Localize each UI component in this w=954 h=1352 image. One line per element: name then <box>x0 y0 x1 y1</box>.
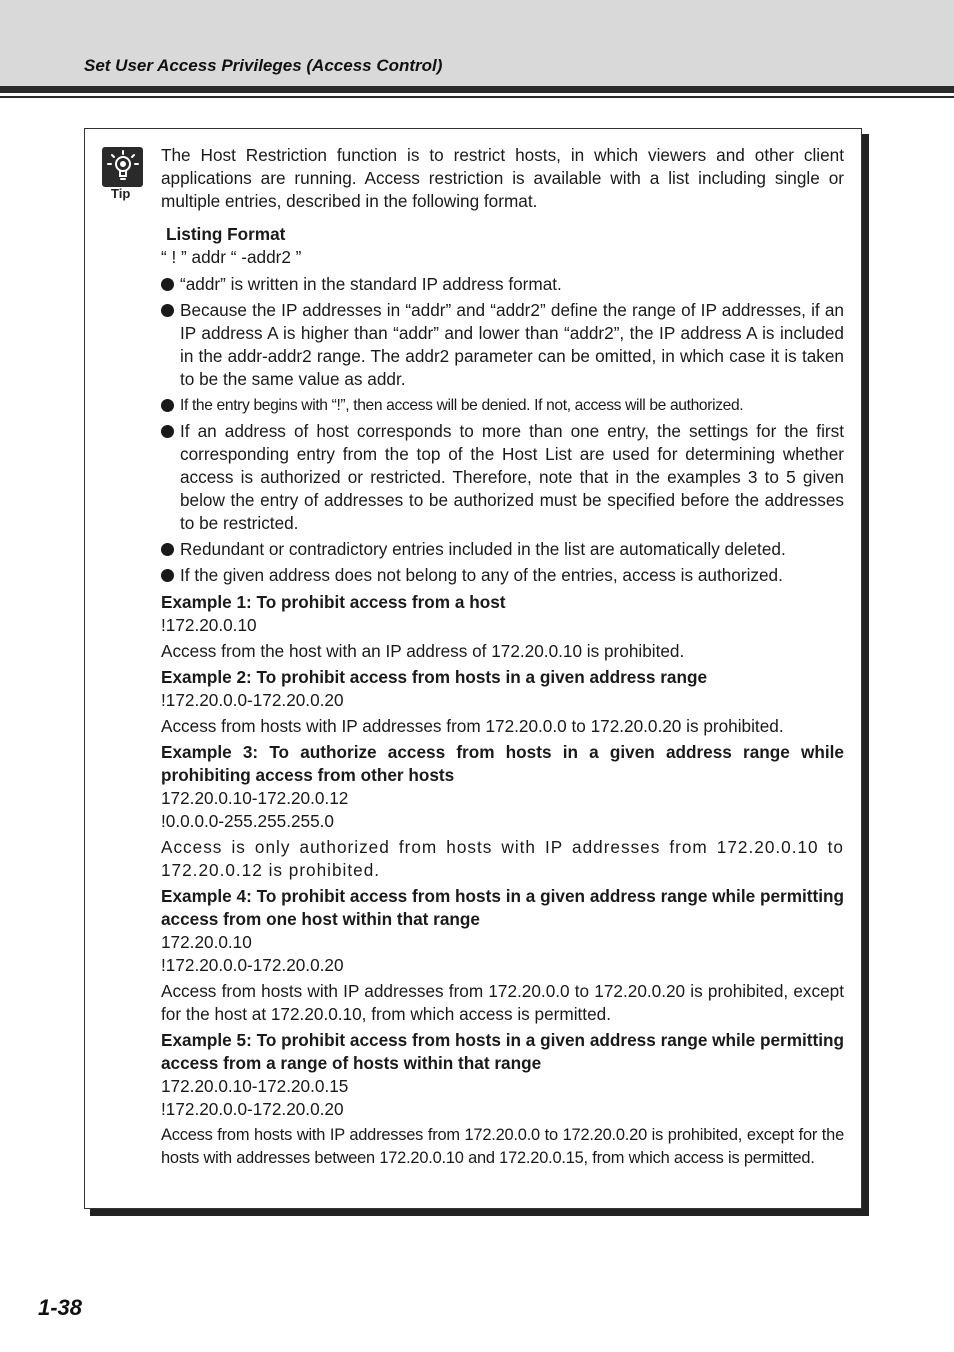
list-item: Because the IP addresses in “addr” and “addr2” define the range of IP addresses, if an IP address A is higher than “addr” and lower than “addr2”, the IP address A is included in the addr-addr2 range. The addr2 parameter can be omitted, in which case it is taken to be the same value as addr. <box>161 299 844 391</box>
example-2-line: !172.20.0.0-172.20.0.20 <box>161 690 344 710</box>
example-3-line: 172.20.0.10-172.20.0.12 <box>161 788 349 808</box>
header-rule-thin <box>0 96 954 98</box>
bullet-icon <box>161 543 174 556</box>
tip-box-shadow-bottom <box>90 1209 869 1216</box>
example-1-description: Access from the host with an IP address of 172.20.0.10 is prohibited. <box>161 641 685 661</box>
lightbulb-icon <box>102 147 143 187</box>
list-item: If the given address does not belong to any of the entries, access is authorized. <box>161 564 844 587</box>
list-item: “addr” is written in the standard IP address format. <box>161 273 844 296</box>
example-4-line: 172.20.0.10 <box>161 932 252 952</box>
list-item: If the entry begins with “!”, then access will be denied. If not, access will be authorized. <box>161 394 844 417</box>
list-item: Redundant or contradictory entries included in the list are automatically deleted. <box>161 538 844 561</box>
example-4-title: Example 4: To prohibit access from hosts in a given address range while permitting access from one host within that range <box>161 886 844 929</box>
example-1-line: !172.20.0.10 <box>161 615 257 635</box>
example-1-title: Example 1: To prohibit access from a host <box>161 592 506 612</box>
example-2-title: Example 2: To prohibit access from hosts in a given address range <box>161 667 708 687</box>
page-number: 1-38 <box>38 1295 83 1320</box>
example-5-line: !172.20.0.0-172.20.0.20 <box>161 1099 344 1119</box>
section-title: Set User Access Privileges (Access Control) <box>84 56 443 75</box>
bullet-icon <box>161 425 174 438</box>
tip-intro: The Host Restriction function is to restrict hosts, in which viewers and other client applications are running. Access restriction is available with a list including single or multiple entries, described in the following format. <box>161 145 844 211</box>
listing-format-heading: Listing Format <box>166 224 286 244</box>
bullet-icon <box>161 304 174 317</box>
tip-content <box>161 144 844 1170</box>
tip-box-shadow-right <box>862 134 869 1216</box>
rules-list <box>161 273 844 587</box>
listing-format-code: “ ! ” addr “ -addr2 ” <box>161 247 302 267</box>
bullet-icon <box>161 569 174 582</box>
list-item: If an address of host corresponds to more than one entry, the settings for the first corresponding entry from the top of the Host List are used for determining whether access is authorized or restricted. Therefore, note that in the examples 3 to 5 given below the entry of addresses to be authorized must be specified before the addresses to be restricted. <box>161 420 844 535</box>
example-5-line: 172.20.0.10-172.20.0.15 <box>161 1076 349 1096</box>
example-4-description: Access from hosts with IP addresses from 172.20.0.0 to 172.20.0.20 is prohibited, except for the host at 172.20.0.10, from which access is permitted. <box>161 981 844 1024</box>
example-5-description: Access from hosts with IP addresses from 172.20.0.0 to 172.20.0.20 is prohibited, except for the hosts with addresses between 172.20.0.10 and 172.20.0.15, from which access is permitted. <box>161 1126 844 1167</box>
example-5-title: Example 5: To prohibit access from hosts in a given address range while permitting access from a range of hosts within that range <box>161 1030 844 1073</box>
example-3-title: Example 3: To authorize access from hosts in a given address range while prohibiting access from other hosts <box>161 742 844 785</box>
example-3-description: Access is only authorized from hosts with IP addresses from 172.20.0.10 to 172.20.0.12 is prohibited. <box>161 837 844 880</box>
bullet-icon <box>161 399 174 412</box>
example-3-line: !0.0.0.0-255.255.255.0 <box>161 811 334 831</box>
example-2-description: Access from hosts with IP addresses from 172.20.0.0 to 172.20.0.20 is prohibited. <box>161 716 784 736</box>
header-rule-thick <box>0 86 954 93</box>
tip-label: Tip <box>111 186 131 201</box>
example-4-line: !172.20.0.0-172.20.0.20 <box>161 955 344 975</box>
bullet-icon <box>161 278 174 291</box>
